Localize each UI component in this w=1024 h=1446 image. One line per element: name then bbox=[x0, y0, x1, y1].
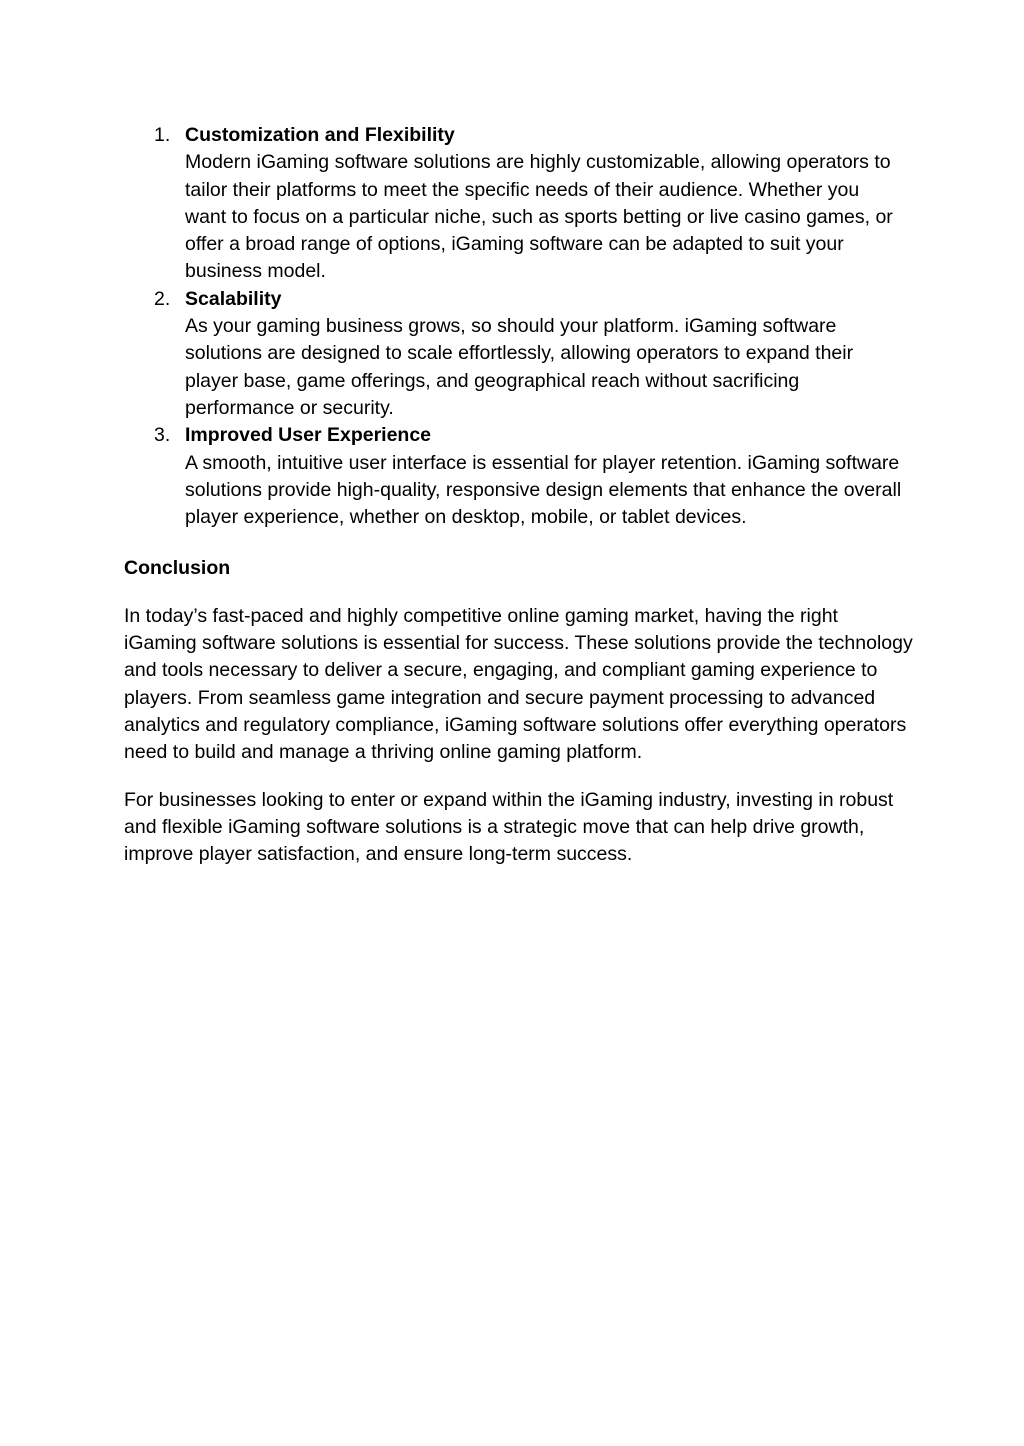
list-item bbox=[124, 122, 914, 286]
list-item-number: 1. bbox=[154, 124, 171, 146]
list-item-number: 3. bbox=[154, 424, 171, 447]
benefits-list bbox=[124, 122, 914, 531]
list-item bbox=[124, 422, 914, 531]
list-item-body: Modern iGaming software solutions are highly customizable, allowing operators to tailor their platforms to meet the specific needs of their audience. Whether you want to focus on a particular niche, such as sports betting or live casino games, or offer a broad range of options, iGaming software can be adapted to suit your business model. bbox=[185, 151, 893, 283]
conclusion-paragraph: In today’s fast-paced and highly competitive online gaming market, having the right iGaming software solutions is essential for success. These solutions provide the technology and tools necessary to deliver a secure, engaging, and compliant gaming experience to players. From seamless game integration and secure payment processing to advanced analytics and regulatory compliance, iGaming software solutions offer everything operators need to build and manage a thriving online gaming platform. bbox=[124, 604, 913, 764]
list-item-body: A smooth, intuitive user interface is essential for player retention. iGaming software solutions provide high-quality, responsive design elements that enhance the overall player experience, whether on desktop, mobile, or tablet devices. bbox=[185, 451, 902, 529]
list-item bbox=[124, 286, 914, 422]
list-item-title: Improved User Experience bbox=[185, 424, 432, 447]
list-item-body: As your gaming business grows, so should your platform. iGaming software solutions are designed to scale effortlessly, allowing operators to expand their player base, game offerings, and geographical reach without sacrificing performance or security. bbox=[185, 315, 854, 419]
document-page bbox=[124, 122, 914, 868]
conclusion-paragraph: For businesses looking to enter or expand within the iGaming industry, investing in robust and flexible iGaming software solutions is a strategic move that can help drive growth, improve player satisfaction, and ensure long-term success. bbox=[124, 788, 894, 866]
list-item-title: Scalability bbox=[185, 287, 282, 310]
conclusion-heading: Conclusion bbox=[124, 557, 231, 580]
list-item-number: 2. bbox=[154, 287, 171, 310]
list-item-title: Customization and Flexibility bbox=[185, 124, 455, 146]
